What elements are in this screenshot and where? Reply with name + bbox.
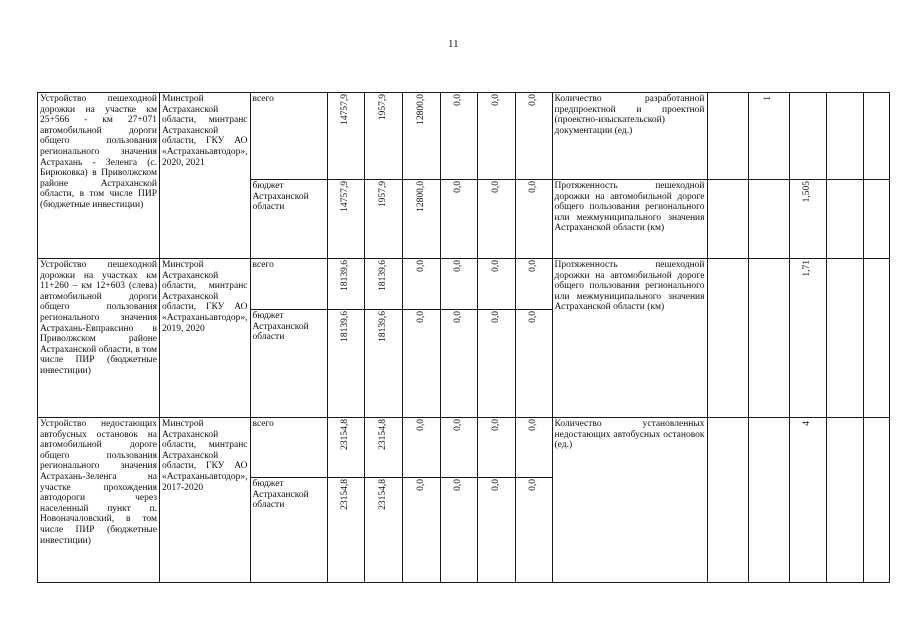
amount-value: 0,0 (490, 181, 501, 193)
amount-value: 14757,9 (340, 181, 351, 212)
indicator-cell (552, 180, 707, 259)
amount-value: 0,0 (415, 260, 426, 272)
amount-value: 23154,8 (377, 479, 388, 510)
amount-value: 0,0 (528, 419, 539, 431)
executor-cell: Минстрой Астраханской области, минтранс Астраханской области, ГКУ АО «Астраханьавтодор», 2017-2020 (160, 418, 251, 583)
amount-value: 18139,6 (377, 311, 388, 342)
amount-value: 0,0 (453, 94, 464, 106)
amount-value: 18139,6 (340, 260, 351, 291)
indicator-value: 1,505 (802, 181, 813, 203)
table-row (38, 259, 890, 310)
amount-value: 0,0 (528, 94, 539, 106)
amount-value: 0,0 (453, 311, 464, 323)
page-number: 11 (448, 38, 459, 50)
funding-source: бюджет Астраханской области (250, 478, 327, 583)
indicator-value: 4 (802, 421, 813, 426)
amount-value: 12800,0 (415, 181, 426, 212)
amount-value: 0,0 (415, 311, 426, 323)
indicator-name: Количество установленных недостающих автобусных остановок (ед.) (554, 419, 705, 451)
executor-cell: Минстрой Астраханской области, минтранс Астраханской области, ГКУ АО «Астраханьавтодор», 2019, 2020 (160, 259, 251, 418)
amount-value: 1957,9 (377, 94, 388, 121)
amount-value: 0,0 (453, 479, 464, 491)
amount-value: 12800,0 (415, 94, 426, 125)
amount-value: 0,0 (490, 94, 501, 106)
amount-value: 23154,8 (377, 419, 388, 450)
amount-value: 23154,8 (340, 419, 351, 450)
executor-cell: Минстрой Астраханской области, минтранс Астраханской области, ГКУ АО «Астраханьавтодор», 2020, 2021 (160, 93, 251, 259)
funding-source: всего (250, 93, 327, 180)
amount-value: 0,0 (528, 479, 539, 491)
amount-value: 0,0 (490, 479, 501, 491)
funding-source: бюджет Астраханской области (250, 180, 327, 259)
amount-value: 0,0 (453, 419, 464, 431)
indicator-cell (552, 418, 707, 583)
amount-value: 14757,9 (340, 94, 351, 125)
amount-value: 0,0 (453, 181, 464, 193)
indicator-name: Протяженность пешеходной дорожки на автомобильной дороге общего пользования регионального или межмуниципального значения Астраханской области (км) (554, 260, 705, 313)
indicator-name: Количество разработанной предпроектной и проектной (проектно-изыскательской) документации (ед.) (554, 94, 705, 136)
program-table (37, 92, 890, 583)
indicator-value: 1,71 (802, 260, 813, 277)
indicator-cell (552, 259, 707, 418)
amount-value: 0,0 (528, 260, 539, 272)
amount-value: 0,0 (490, 311, 501, 323)
amount-value: 18139,6 (377, 260, 388, 291)
amount-value: 18139,6 (340, 311, 351, 342)
amount-value: 0,0 (415, 479, 426, 491)
activity-cell: Устройство пешеходной дорожки на участках км 11+260 – км 12+603 (слева) автомобильной дороги общего пользования регионального значения Астрахань-Евпраксино в Приволжском районе Астраханской области, в том числе ПИР (бюджетные инвестиции) (38, 259, 160, 418)
activity-cell: Устройство недостающих автобусных остановок на автомобильной дороге общего пользования регионального значения Астрахань-Зеленга на участке прохождения автодороги через населенный пункт п. Новоначаловский, в том числе ПИР (бюджетные инвестиции) (38, 418, 160, 583)
funding-source: всего (250, 259, 327, 310)
table-row (38, 93, 890, 180)
amount-value: 0,0 (528, 181, 539, 193)
amount-value: 23154,8 (340, 479, 351, 510)
funding-source: бюджет Астраханской области (250, 310, 327, 418)
funding-source: всего (250, 418, 327, 478)
indicator-name: Протяженность пешеходной дорожки на автомобильной дороге общего пользования регионального или межмуниципального значения Астраханской области (км) (554, 181, 705, 234)
amount-value: 1957,9 (377, 181, 388, 208)
activity-cell: Устройство пешеходной дорожки на участке км 25+566 - км 27+071 автомобильной дороги общего пользования регионального значения Астрахань - Зеленга (с. Бирюковка) в Приволжском районе Астраханской области, в том числе ПИР (бюджетные инвестиции) (38, 93, 160, 259)
indicator-cell (552, 93, 707, 180)
amount-value: 0,0 (490, 260, 501, 272)
amount-value: 0,0 (453, 260, 464, 272)
amount-value: 0,0 (490, 419, 501, 431)
amount-value: 0,0 (415, 419, 426, 431)
amount-value: 0,0 (528, 311, 539, 323)
table-row (38, 418, 890, 478)
indicator-value: 1 (763, 96, 774, 101)
